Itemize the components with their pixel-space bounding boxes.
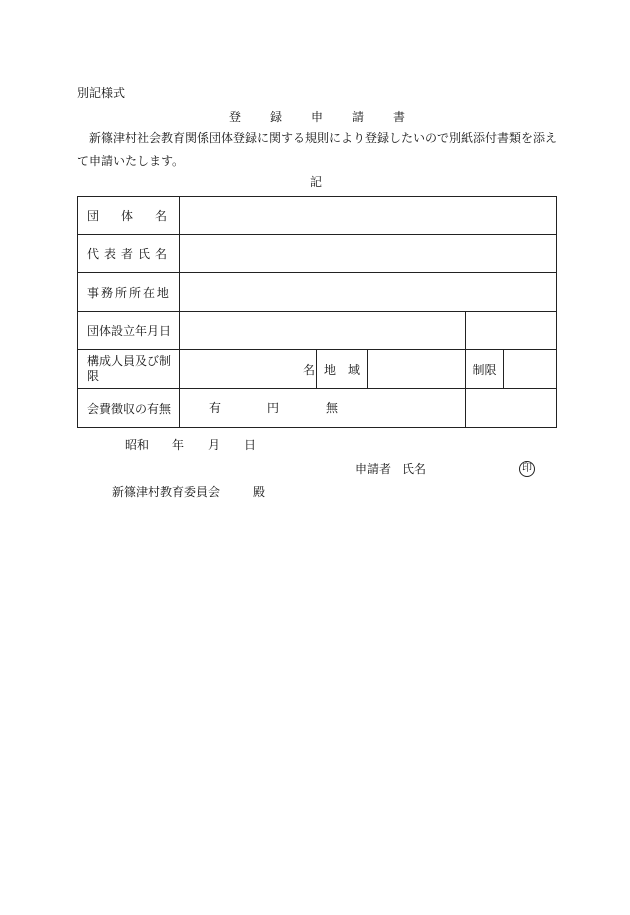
title-char: 書 bbox=[393, 110, 406, 124]
registration-table bbox=[77, 196, 557, 428]
fee-field[interactable] bbox=[180, 389, 466, 428]
fee-no: 無 bbox=[326, 401, 339, 415]
member-unit: 名 bbox=[302, 362, 315, 377]
rep-name-field[interactable] bbox=[180, 235, 557, 273]
office-address-label: 事 務 所 所 在 地 bbox=[78, 273, 180, 312]
rep-name-label: 代 表 者 氏 名 bbox=[78, 235, 180, 273]
fee-label: 会費徴収の有無 bbox=[78, 389, 180, 428]
founded-date-label: 団体設立年月日 bbox=[78, 312, 180, 350]
fee-yes: 有 bbox=[209, 401, 222, 415]
ki-heading: 記 bbox=[310, 175, 323, 189]
table-row bbox=[78, 273, 557, 312]
seal-icon: 印 bbox=[519, 461, 535, 477]
title-char: 申 bbox=[311, 110, 324, 124]
limit-label: 制限 bbox=[466, 350, 504, 389]
body-text-line1: 新篠津村社会教育関係団体登録に関する規則により登録したいので別紙添付書類を添え bbox=[89, 131, 558, 145]
fee-yen: 円 bbox=[267, 401, 280, 415]
member-count-field[interactable] bbox=[180, 350, 317, 389]
table-row bbox=[78, 350, 557, 389]
table-row bbox=[78, 197, 557, 235]
area-field[interactable] bbox=[368, 350, 466, 389]
limit-field[interactable] bbox=[504, 350, 557, 389]
date-era: 昭和 bbox=[125, 438, 150, 452]
office-address-field[interactable] bbox=[180, 273, 557, 312]
table-row bbox=[78, 312, 557, 350]
applicant-name-label: 氏名 bbox=[402, 462, 427, 476]
body-text-line2: て申請いたします。 bbox=[77, 154, 185, 168]
members-label: 構成人員及び制 限 bbox=[78, 350, 180, 389]
honorific: 殿 bbox=[253, 485, 266, 499]
org-name-label: 団 体 名 bbox=[78, 197, 180, 235]
org-name-field[interactable] bbox=[180, 197, 557, 235]
title-char: 請 bbox=[352, 110, 365, 124]
addressee: 新篠津村教育委員会 bbox=[112, 485, 221, 499]
date-year: 年 bbox=[172, 438, 185, 452]
area-label: 地 域 bbox=[317, 350, 368, 389]
table-row bbox=[78, 389, 557, 428]
document-title bbox=[229, 110, 409, 124]
fee-extra-field[interactable] bbox=[466, 389, 557, 428]
founded-date-field[interactable] bbox=[180, 312, 466, 350]
date-day: 日 bbox=[244, 438, 257, 452]
form-label: 別記様式 bbox=[77, 86, 126, 100]
title-char: 登 bbox=[229, 110, 242, 124]
date-month: 月 bbox=[208, 438, 221, 452]
table-row bbox=[78, 235, 557, 273]
founded-date-extra-field[interactable] bbox=[466, 312, 557, 350]
title-char: 録 bbox=[270, 110, 283, 124]
applicant-label: 申請者 bbox=[355, 462, 392, 476]
